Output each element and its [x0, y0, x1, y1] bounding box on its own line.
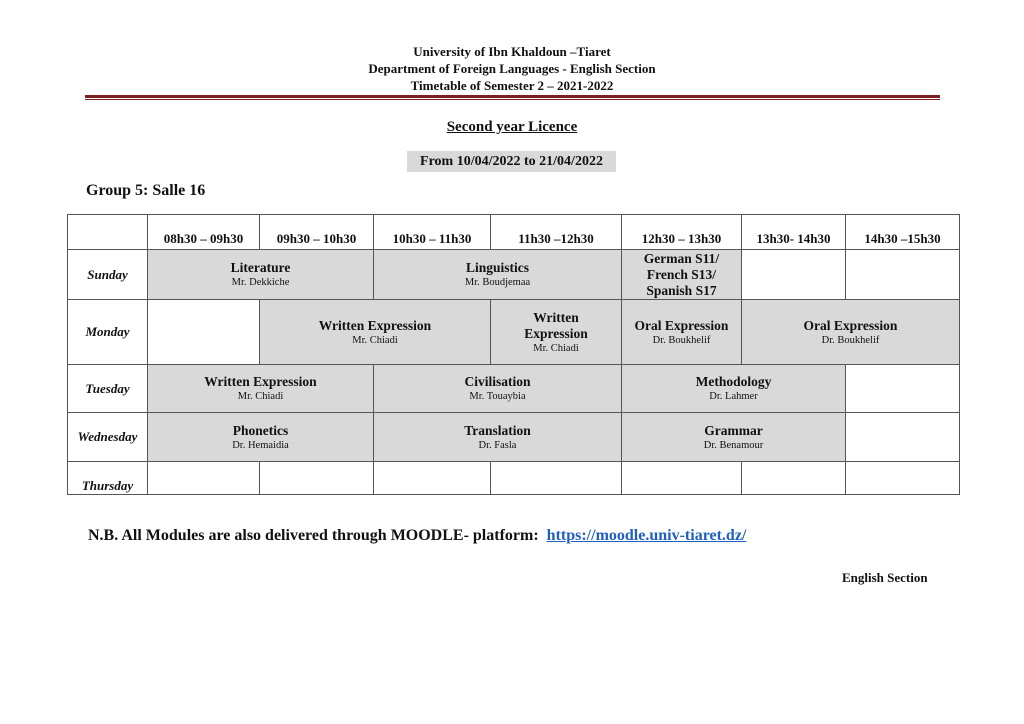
note-text: N.B. All Modules are also delivered through MOODLE- platform:	[88, 527, 539, 544]
teacher-name: Mr. Boudjemaa	[464, 277, 531, 288]
teacher-name: Dr. Fasla	[478, 439, 517, 451]
module-line: French S13/	[646, 266, 717, 282]
cell-empty	[491, 462, 622, 495]
cell-tuesday-written-expression	[148, 365, 374, 413]
date-range: From 10/04/2022 to 21/04/2022	[407, 151, 616, 172]
timeslot-7: 14h30 –15h30	[846, 215, 960, 250]
cell-empty	[742, 250, 846, 300]
cell-sunday-linguistics	[374, 250, 622, 300]
cell-empty	[622, 462, 742, 495]
row-thursday	[68, 462, 960, 495]
module-line: German S11/	[643, 250, 720, 266]
module-line: Written	[533, 309, 579, 325]
day-monday: Monday	[68, 300, 148, 365]
cell-empty	[148, 300, 260, 365]
module-name: Phonetics	[232, 422, 289, 438]
cell-empty	[374, 462, 491, 495]
header-university: University of Ibn Khaldoun –Tiaret	[413, 44, 611, 59]
cell-empty	[742, 462, 846, 495]
cell-monday-written-expression-2	[491, 300, 622, 365]
cell-empty	[846, 462, 960, 495]
module-name: Literature	[230, 260, 291, 275]
moodle-link[interactable]: https://moodle.univ-tiaret.dz/	[546, 527, 747, 544]
teacher-name: Dr. Boukhelif	[821, 334, 880, 346]
timetable	[67, 214, 960, 495]
row-sunday	[68, 250, 960, 300]
timeslot-5: 12h30 – 13h30	[622, 215, 742, 250]
cell-sunday-languages	[622, 250, 742, 300]
group-label: Group 5: Salle 16	[86, 182, 206, 199]
teacher-name: Dr. Benamour	[703, 439, 764, 451]
header-timetable: Timetable of Semester 2 – 2021-2022	[410, 78, 614, 93]
teacher-name: Mr. Chiadi	[533, 342, 579, 354]
note	[88, 527, 746, 545]
timeslot-3: 10h30 – 11h30	[374, 215, 491, 250]
corner-cell	[68, 215, 148, 250]
signature: English Section	[842, 570, 928, 585]
cell-empty	[148, 462, 260, 495]
timeslot-2: 09h30 – 10h30	[260, 215, 374, 250]
module-name: Grammar	[704, 422, 763, 438]
cell-tuesday-civilisation	[374, 365, 622, 413]
cell-sunday-literature	[148, 250, 374, 300]
teacher-name: Dr. Hemaidia	[232, 439, 289, 451]
row-monday	[68, 300, 960, 365]
header-row	[68, 215, 960, 250]
module-name: Written Expression	[204, 374, 317, 389]
row-wednesday	[68, 413, 960, 462]
module-name: Oral Expression	[634, 317, 729, 333]
header-rule	[85, 95, 940, 98]
cell-wednesday-phonetics	[148, 413, 374, 462]
cell-empty	[260, 462, 374, 495]
cell-wednesday-translation	[374, 413, 622, 462]
teacher-name: Mr. Touaybia	[469, 391, 526, 402]
teacher-name: Mr. Chiadi	[352, 334, 398, 346]
header-rule-thin	[85, 99, 940, 100]
page-subtitle: Second year Licence	[446, 119, 578, 135]
module-name: Methodology	[695, 374, 772, 389]
teacher-name: Mr. Chiadi	[237, 391, 284, 402]
cell-empty	[846, 413, 960, 462]
cell-monday-oral-expression	[622, 300, 742, 365]
day-sunday: Sunday	[68, 250, 148, 300]
module-name: Civilisation	[464, 374, 531, 389]
cell-wednesday-grammar	[622, 413, 846, 462]
timeslot-4: 11h30 –12h30	[491, 215, 622, 250]
cell-monday-written-expression	[260, 300, 491, 365]
module-name: Oral Expression	[803, 317, 898, 333]
row-tuesday	[68, 365, 960, 413]
cell-tuesday-methodology	[622, 365, 846, 413]
day-tuesday: Tuesday	[68, 365, 148, 413]
day-thursday: Thursday	[68, 462, 148, 495]
timeslot-6: 13h30- 14h30	[742, 215, 846, 250]
teacher-name: Mr. Dekkiche	[231, 277, 290, 288]
timeslot-1: 08h30 – 09h30	[148, 215, 260, 250]
day-wednesday: Wednesday	[68, 413, 148, 462]
teacher-name: Dr. Lahmer	[709, 391, 758, 402]
module-line: Expression	[524, 325, 588, 341]
module-name: Written Expression	[318, 317, 432, 333]
cell-empty	[846, 365, 960, 413]
cell-empty	[846, 250, 960, 300]
module-line: Spanish S17	[646, 282, 717, 298]
cell-monday-oral-expression-2	[742, 300, 960, 365]
teacher-name: Dr. Boukhelif	[652, 334, 711, 346]
module-name: Translation	[464, 422, 531, 438]
module-name: Linguistics	[465, 260, 530, 275]
header-department: Department of Foreign Languages - English Section	[368, 61, 656, 76]
